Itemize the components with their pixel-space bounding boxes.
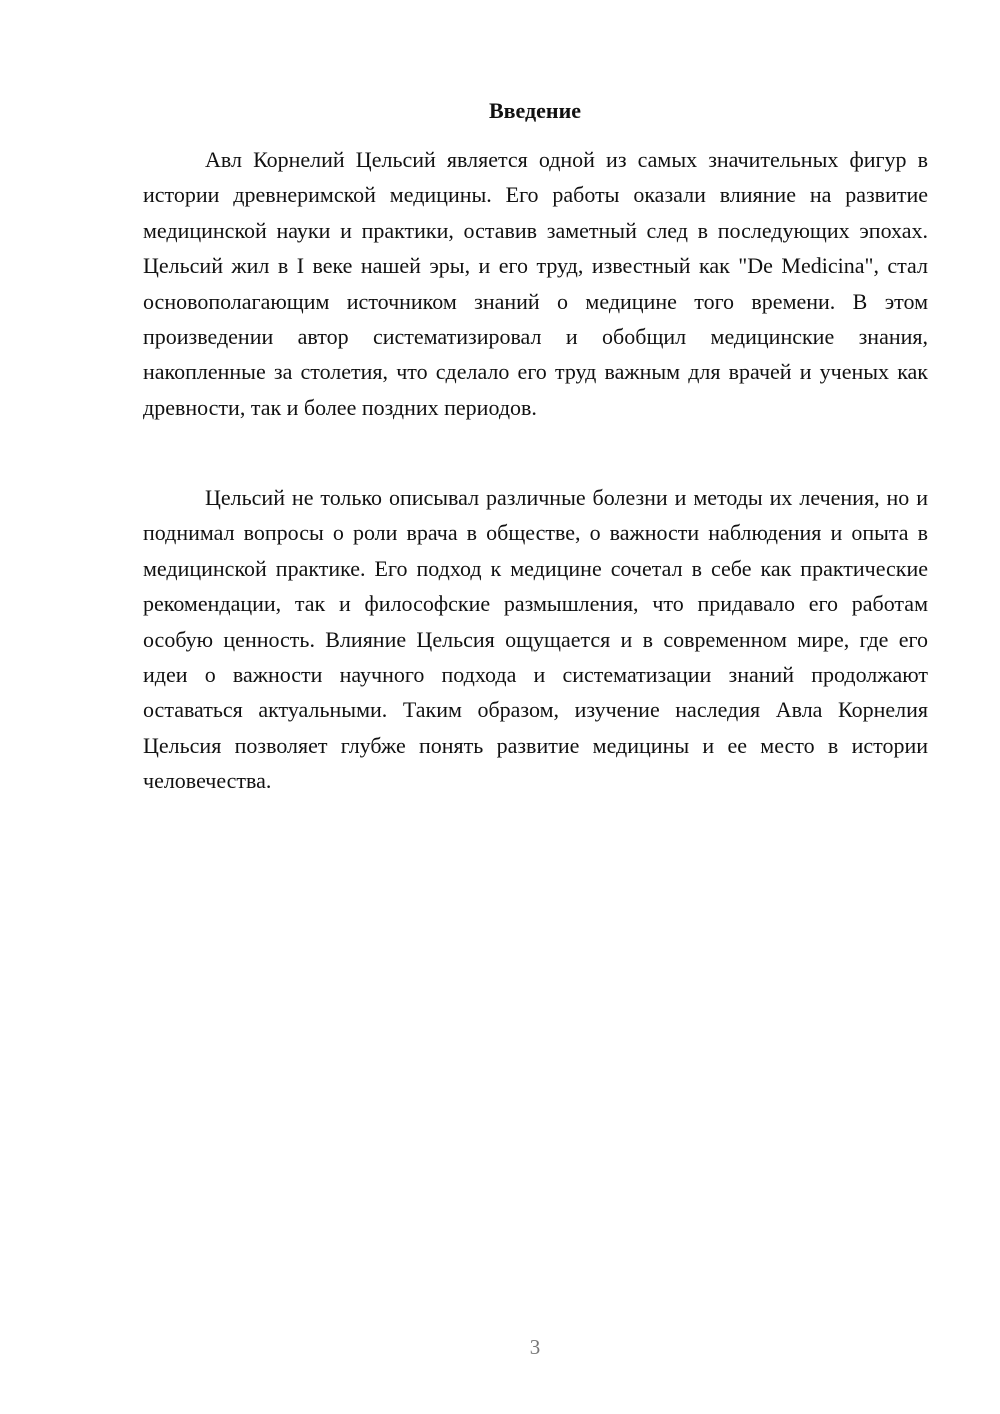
section-heading: Введение <box>488 98 582 123</box>
paragraph-1: Авл Корнелий Цельсий является одной из самых значительных фигур в истории древнеримской медицины. Его работы оказали влияние на развитие медицинской науки и практики, оставив заметный след в последующих эпохах. Цельсий жил в I веке нашей эры, и его труд, известный как "De Medicina", стал основополагающим источником знаний о медицине того времени. В этом произведении автор систематизировал и обобщил медицинские знания, накопленные за столетия, что сделало его труд важным для врачей и ученых как древности, так и более поздних периодов. <box>143 147 928 420</box>
paragraph-2-container <box>143 480 928 799</box>
page-number: 3 <box>529 1335 541 1359</box>
paragraph-1-container <box>143 142 928 425</box>
paragraph-2: Цельсий не только описывал различные болезни и методы их лечения, но и поднимал вопросы о роли врача в обществе, о важности наблюдения и опыта в медицинской практике. Его подход к медицине сочетал в себе как практические рекомендации, так и философские размышления, что придавало его работам особую ценность. Влияние Цельсия ощущается и в современном мире, где его идеи о важности научного подхода и систематизации знаний продолжают оставаться актуальными. Таким образом, изучение наследия Авла Корнелия Цельсия позволяет глубже понять развитие медицины и ее место в истории человечества. <box>143 485 928 794</box>
